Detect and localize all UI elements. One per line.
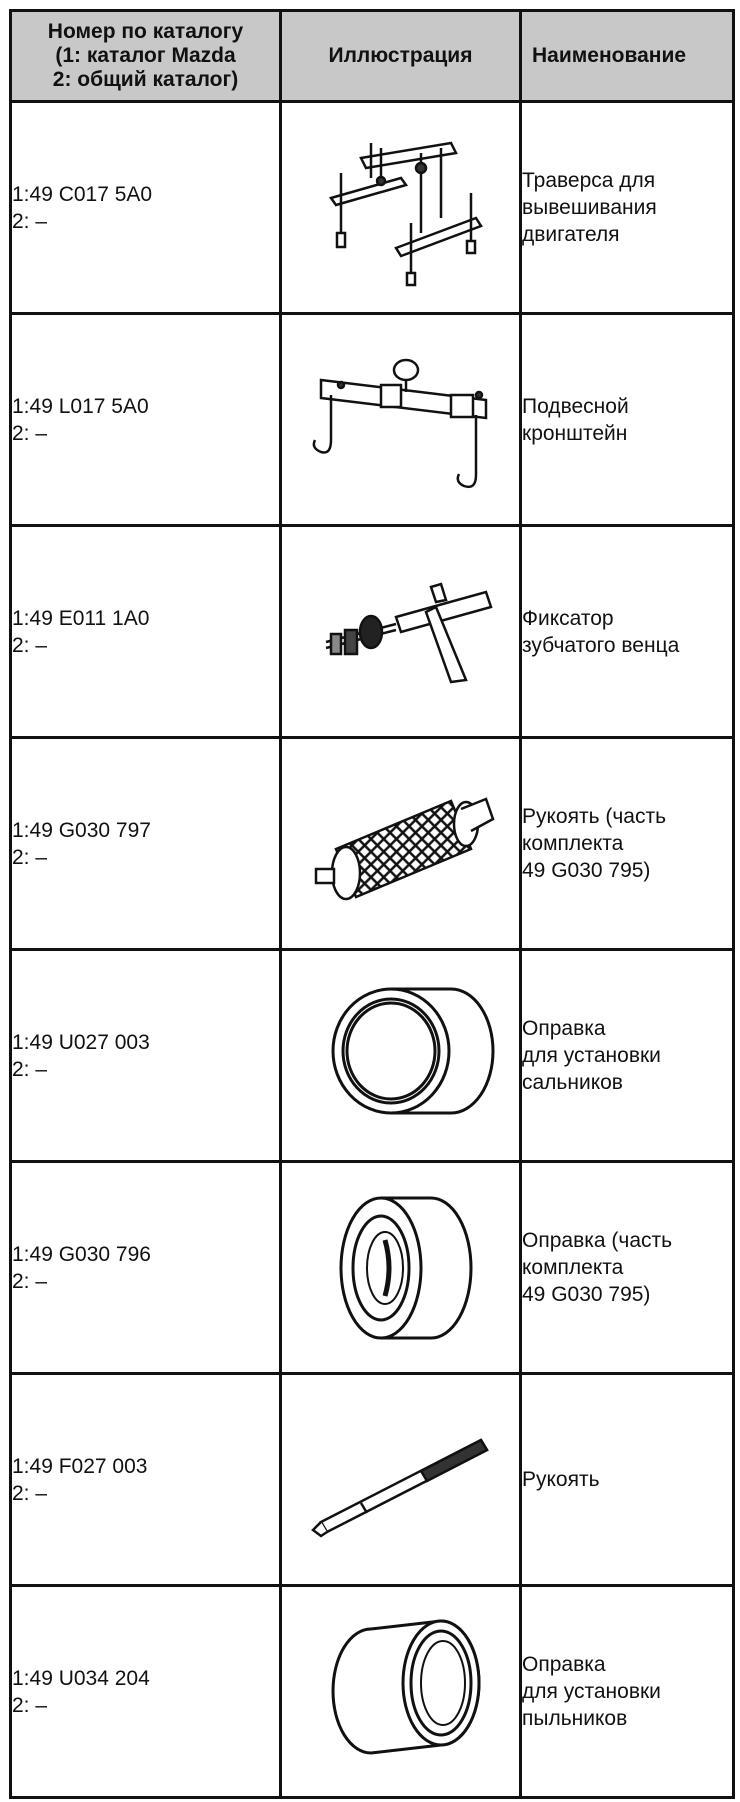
boot-installer-icon <box>301 1607 501 1777</box>
illustration-cell <box>281 314 521 526</box>
tool-name-cell: Рукоять (часть комплекта 49 G030 795) <box>521 738 734 950</box>
hanger-bracket-icon <box>301 340 501 500</box>
tool-name-cell: Подвесной кронштейн <box>521 314 734 526</box>
illustration-cell <box>281 1374 521 1586</box>
knurled-handle-icon <box>301 769 501 919</box>
general-catalog-number: 2: – <box>12 1693 48 1717</box>
tool-name-cell: Оправка для установки сальников <box>521 950 734 1162</box>
header-catalog-line: 2: общий каталог) <box>52 68 239 91</box>
catalog-number-cell <box>11 102 281 314</box>
tool-name-cell: Рукоять <box>521 1374 734 1586</box>
header-catalog-number <box>11 11 281 102</box>
engine-support-bar-icon <box>301 123 501 293</box>
header-illustration: Иллюстрация <box>281 11 521 102</box>
table-row <box>11 1374 734 1586</box>
illustration-cell <box>281 526 521 738</box>
catalog-number-cell <box>11 526 281 738</box>
mazda-catalog-number: 1:49 L017 5A0 <box>12 394 149 418</box>
general-catalog-number: 2: – <box>12 1269 48 1293</box>
table-row <box>11 738 734 950</box>
general-catalog-number: 2: – <box>12 209 48 233</box>
special-tools-table <box>9 9 735 1799</box>
table-row <box>11 950 734 1162</box>
tool-name-cell: Фиксатор зубчатого венца <box>521 526 734 738</box>
table-row <box>11 526 734 738</box>
catalog-number-cell <box>11 314 281 526</box>
mazda-catalog-number: 1:49 G030 796 <box>12 1242 151 1266</box>
header-name: Наименование <box>521 11 734 102</box>
table-row <box>11 1586 734 1798</box>
general-catalog-number: 2: – <box>12 1057 48 1081</box>
tool-name-cell: Оправка для установки пыльников <box>521 1586 734 1798</box>
seal-installer-icon <box>301 971 501 1141</box>
general-catalog-number: 2: – <box>12 633 48 657</box>
header-catalog-line: Номер по каталогу <box>47 20 244 43</box>
mazda-catalog-number: 1:49 U034 204 <box>12 1666 150 1690</box>
illustration-cell <box>281 102 521 314</box>
illustration-cell <box>281 738 521 950</box>
mazda-catalog-number: 1:49 G030 797 <box>12 818 151 842</box>
handle-rod-icon <box>301 1410 501 1550</box>
catalog-number-cell <box>11 1162 281 1374</box>
tool-name-cell: Оправка (часть комплекта 49 G030 795) <box>521 1162 734 1374</box>
ring-gear-brake-icon <box>301 562 501 702</box>
mazda-catalog-number: 1:49 C017 5A0 <box>12 182 153 206</box>
catalog-number-cell <box>11 738 281 950</box>
table-header-row <box>11 11 734 102</box>
mazda-catalog-number: 1:49 F027 003 <box>12 1454 148 1478</box>
illustration-cell <box>281 950 521 1162</box>
catalog-number-cell <box>11 950 281 1162</box>
illustration-cell <box>281 1162 521 1374</box>
general-catalog-number: 2: – <box>12 1481 48 1505</box>
tool-name-cell: Траверса для вывешивания двигателя <box>521 102 734 314</box>
general-catalog-number: 2: – <box>12 421 48 445</box>
mandrel-icon <box>301 1178 501 1358</box>
header-catalog-line: (1: каталог Mazda <box>55 44 236 67</box>
catalog-number-cell <box>11 1586 281 1798</box>
table-row <box>11 102 734 314</box>
mazda-catalog-number: 1:49 E011 1A0 <box>12 606 150 630</box>
table-row <box>11 1162 734 1374</box>
illustration-cell <box>281 1586 521 1798</box>
mazda-catalog-number: 1:49 U027 003 <box>12 1030 150 1054</box>
catalog-number-cell <box>11 1374 281 1586</box>
general-catalog-number: 2: – <box>12 845 48 869</box>
table-row <box>11 314 734 526</box>
